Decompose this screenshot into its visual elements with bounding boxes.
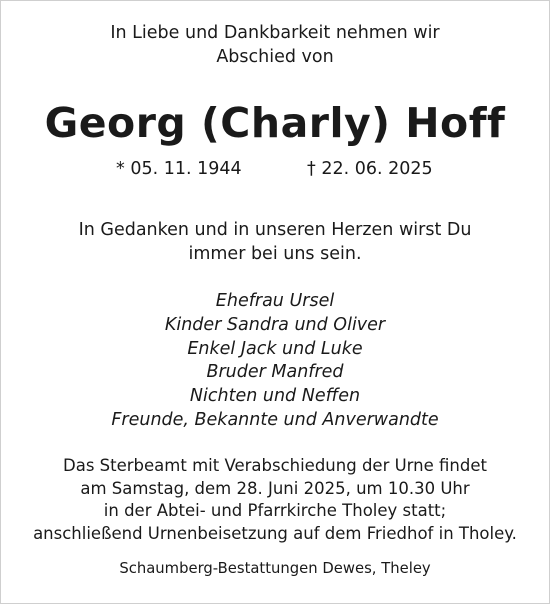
mourner-entry: Ehefrau Ursel [215, 291, 335, 311]
mourner-entry: Kinder Sandra und Oliver [164, 314, 386, 335]
service-line-4: anschließend Urnenbeisetzung auf dem Friedhof in Tholey. [33, 523, 517, 543]
birth-date: * 05. 11. 1944 [116, 159, 242, 179]
service-line-2: am Samstag, dem 28. Juni 2025, um 10.30 Uhr [80, 478, 470, 498]
deceased-name: Georg (Charly) Hoff [44, 99, 506, 147]
mourner-entry: Bruder Manfred [206, 362, 344, 383]
intro-line-2: Abschied von [216, 47, 334, 67]
intro-text [0, 21, 550, 69]
mourner-entry: Freunde, Bekannte und Anverwandte [111, 409, 439, 430]
mourner-entry: Nichten und Neffen [189, 386, 361, 407]
verse-line-1: In Gedanken und in unseren Herzen wirst Du [78, 220, 472, 240]
intro-line-1: In Liebe und Dankbarkeit nehmen wir [110, 23, 440, 43]
mourners-list [0, 290, 550, 433]
service-line-3: in der Abtei- und Pfarrkirche Tholey statt; [103, 501, 447, 520]
service-line-1: Das Sterbeamt mit Verabschiedung der Urne findet [63, 456, 487, 475]
service-announcement [0, 455, 550, 545]
death-date: † 22. 06. 2025 [307, 159, 433, 179]
verse-line-2: immer bei uns sein. [188, 244, 362, 264]
funeral-home: Schaumberg-Bestattungen Dewes, Theley [119, 560, 431, 577]
mourner-entry: Enkel Jack und Luke [187, 338, 363, 359]
memorial-verse [0, 218, 550, 266]
